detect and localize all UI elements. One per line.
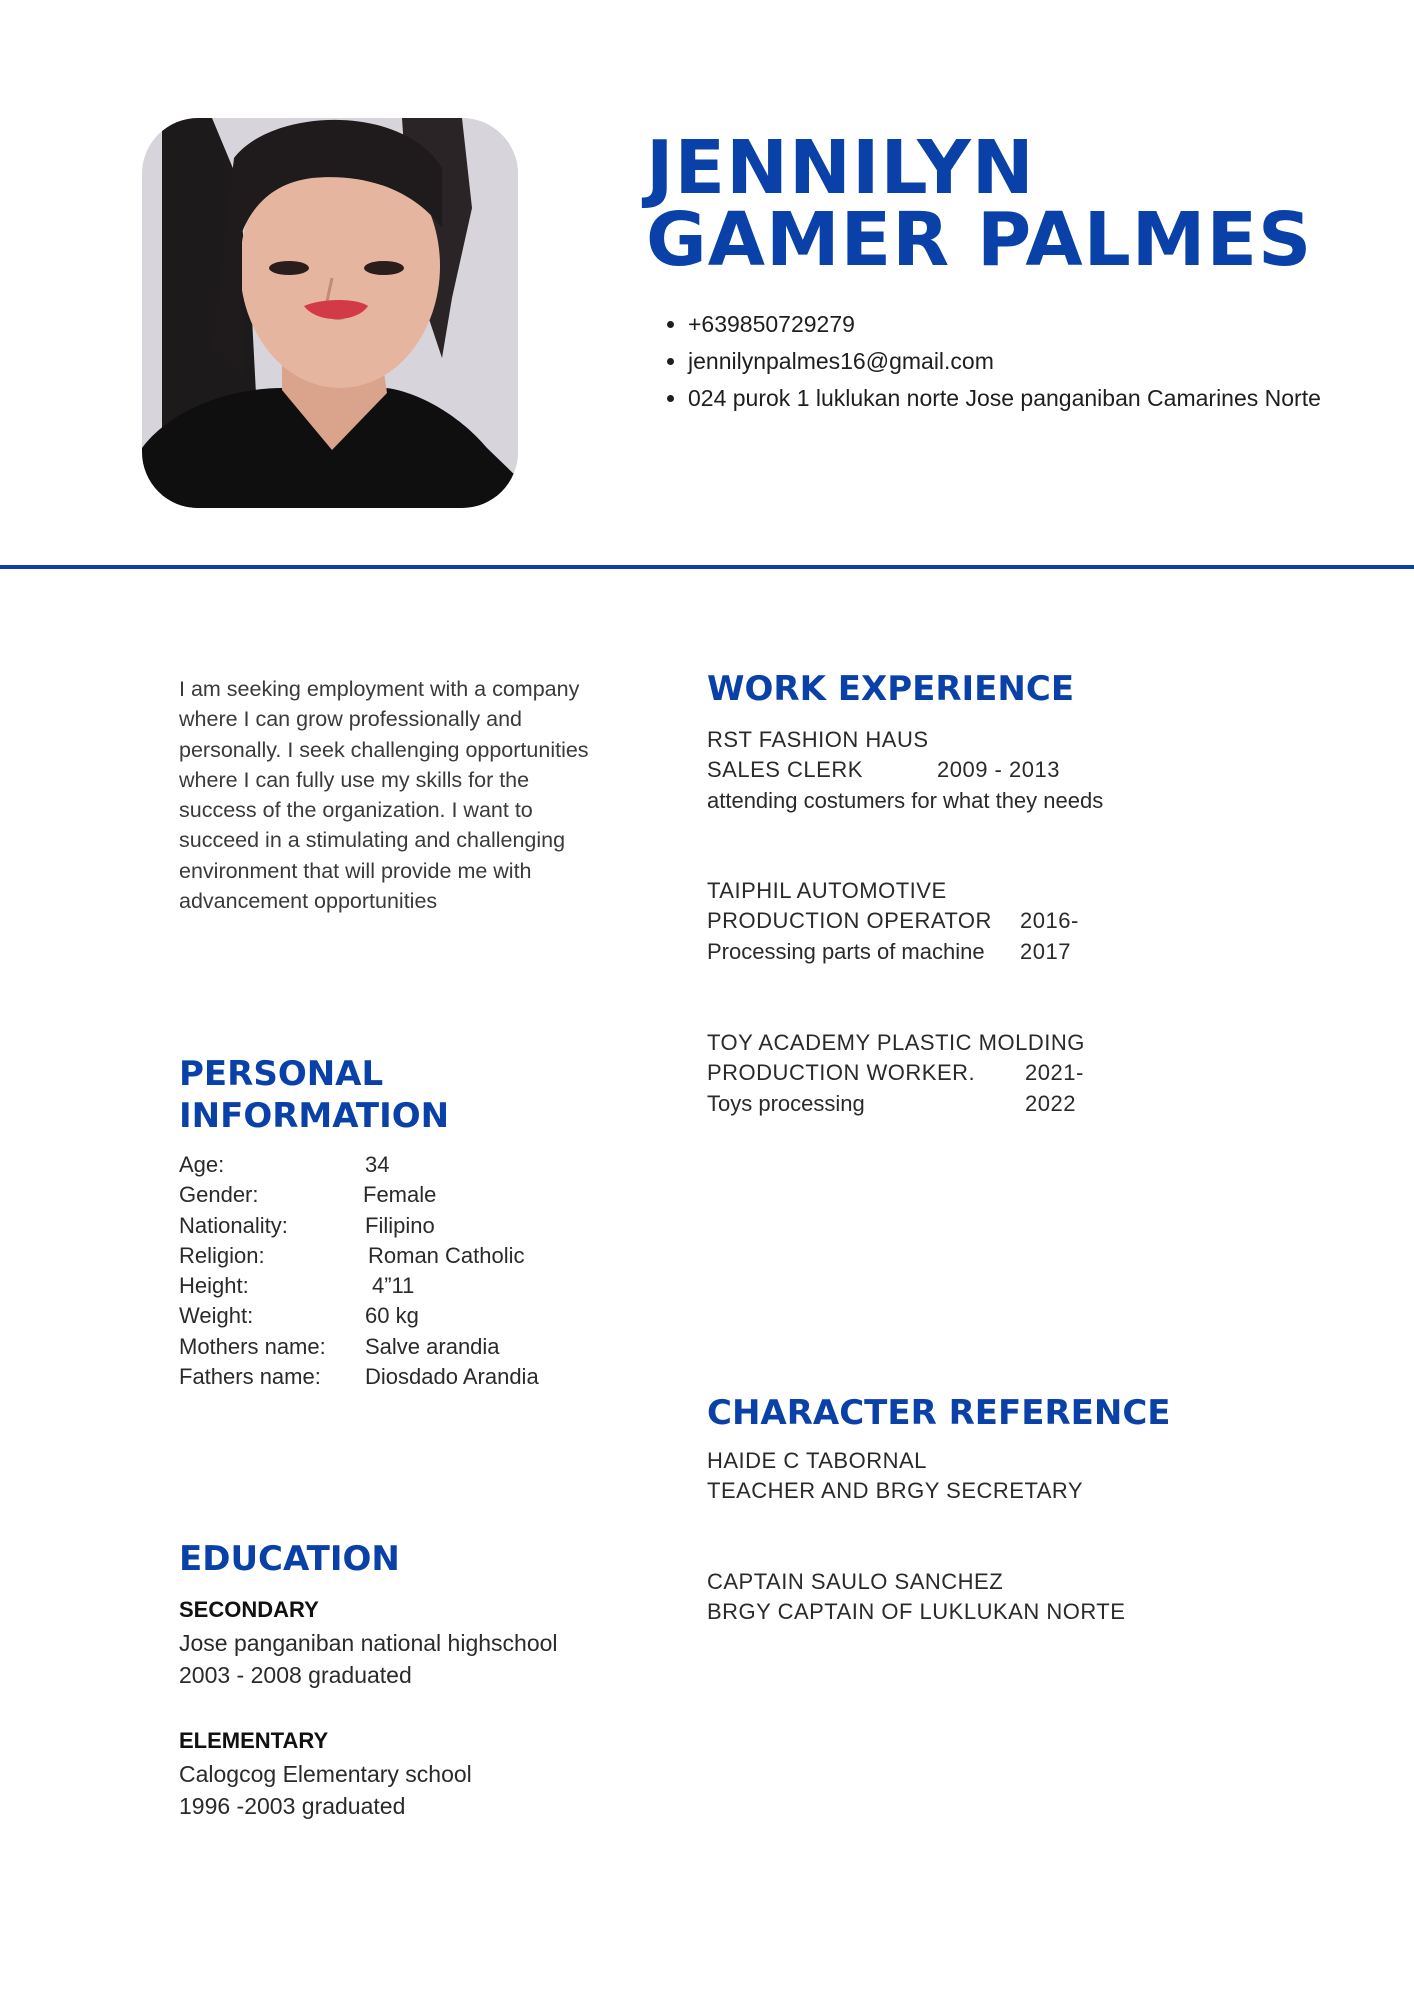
personal-value: 4”11 (372, 1273, 415, 1299)
job-years: 2016-2017 (1020, 908, 1079, 964)
reference-name: HAIDE C TABORNAL (707, 1448, 927, 1473)
personal-row-height (179, 1271, 415, 1301)
personal-row-age (179, 1150, 390, 1180)
personal-row-mothers-name (179, 1332, 500, 1362)
email-address: • jennilynpalmes16@gmail.com (688, 343, 1328, 380)
personal-label: Height: (179, 1273, 249, 1299)
summary-paragraph: I am seeking employment with a company where I can grow professionally and personally. I seek challenging opportunities where I can fully use my skills for the success of the organization. I want to succeed in a stimulating and challenging environment that will provide me with advancement opportunities (179, 677, 589, 914)
personal-label: Fathers name: (179, 1364, 321, 1390)
personal-row-gender (179, 1180, 437, 1210)
personal-value: 60 kg (365, 1303, 419, 1329)
education-entry (179, 1725, 472, 1823)
job-entry (707, 725, 1103, 816)
applicant-name (646, 125, 1313, 283)
job-company: TAIPHIL AUTOMOTIVE (707, 878, 947, 903)
job-position: PRODUCTION WORKER. (707, 1060, 976, 1086)
reference-entry (707, 1446, 1083, 1507)
job-description: Processing parts of machine (707, 938, 985, 964)
education-years: 2003 - 2008 graduated (179, 1662, 412, 1688)
reference-role: BRGY CAPTAIN OF LUKLUKAN NORTE (707, 1599, 1126, 1625)
name-line-1: JENNILYN (646, 125, 1035, 211)
reference-entry (707, 1567, 1125, 1628)
profile-photo (142, 118, 518, 508)
name-line-2: GAMER PALMES (646, 197, 1313, 283)
education-level: SECONDARY (179, 1597, 319, 1622)
education-school: Jose panganiban national highschool (179, 1629, 558, 1656)
personal-value: Roman Catholic (368, 1242, 525, 1268)
personal-label: Age: (179, 1152, 225, 1177)
personal-label: Mothers name: (179, 1333, 326, 1359)
contact-list (646, 306, 1328, 417)
job-years: 2009 - 2013 (937, 757, 1060, 783)
reference-name: CAPTAIN SAULO SANCHEZ (707, 1569, 1004, 1594)
job-position: SALES CLERK (707, 757, 863, 783)
reference-role: TEACHER AND BRGY SECRETARY (707, 1478, 1084, 1504)
personal-information-heading: PERSONAL INFORMATION (179, 1054, 450, 1136)
job-company: RST FASHION HAUS (707, 727, 929, 752)
personal-row-weight (179, 1301, 419, 1331)
personal-row-nationality (179, 1211, 435, 1241)
job-description: attending costumers for what they needs (707, 787, 1104, 813)
job-entry (707, 876, 1079, 967)
personal-value: 34 (365, 1152, 390, 1177)
work-experience-heading: WORK EXPERIENCE (707, 669, 1075, 709)
education-level: ELEMENTARY (179, 1728, 329, 1753)
personal-label: Nationality: (179, 1212, 288, 1238)
phone-number: • +639850729279 (688, 306, 1328, 343)
personal-label: Religion: (179, 1242, 265, 1268)
job-position: PRODUCTION OPERATOR (707, 908, 992, 934)
personal-value: Female (363, 1182, 437, 1208)
personal-value: Diosdado Arandia (365, 1364, 539, 1390)
education-entry (179, 1594, 558, 1692)
job-entry (707, 1028, 1085, 1119)
education-heading: EDUCATION (179, 1539, 400, 1579)
personal-row-fathers-name (179, 1362, 539, 1392)
personal-label: Weight: (179, 1303, 254, 1329)
header-divider (0, 565, 1414, 569)
education-years: 1996 -2003 graduated (179, 1793, 406, 1819)
personal-label: Gender: (179, 1182, 259, 1208)
education-school: Calogcog Elementary school (179, 1760, 472, 1787)
personal-value: Salve arandia (365, 1333, 500, 1359)
home-address: • 024 purok 1 luklukan norte Jose panganiban Camarines Norte (688, 380, 1328, 417)
character-reference-heading: CHARACTER REFERENCE (707, 1393, 1171, 1433)
personal-information-list (179, 1150, 539, 1392)
personal-row-religion (179, 1241, 525, 1271)
job-years: 2021-2022 (1025, 1060, 1084, 1116)
job-company: TOY ACADEMY PLASTIC MOLDING (707, 1030, 1085, 1055)
personal-value: Filipino (365, 1212, 435, 1238)
job-description: Toys processing (707, 1090, 865, 1116)
